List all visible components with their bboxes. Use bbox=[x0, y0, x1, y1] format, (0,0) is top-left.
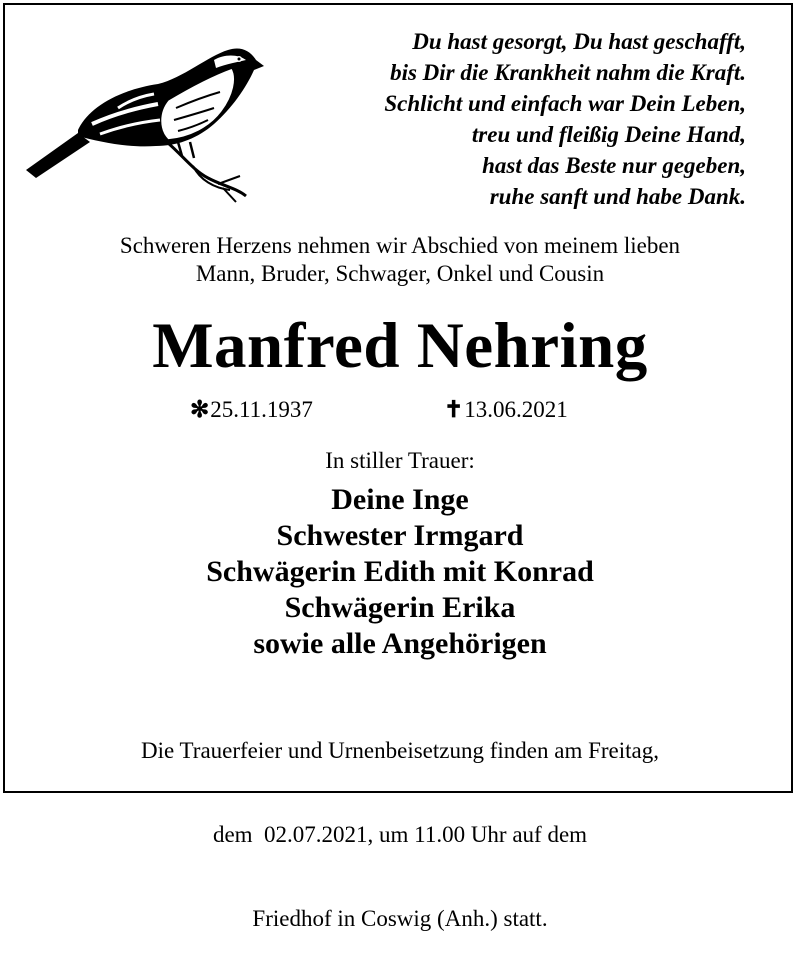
poem-line: hast das Beste nur gegeben, bbox=[482, 153, 746, 178]
intro-line: Mann, Bruder, Schwager, Onkel und Cousin bbox=[195, 261, 605, 286]
poem-line: treu und fleißig Deine Hand, bbox=[471, 122, 746, 147]
death-date-value: 13.06.2021 bbox=[464, 397, 568, 422]
birth-star-icon: ✻ bbox=[190, 397, 210, 422]
death-date bbox=[444, 396, 568, 424]
service-line: Friedhof in Coswig (Anh.) statt. bbox=[252, 906, 548, 931]
mourner: Schwester Irmgard bbox=[276, 519, 524, 552]
poem bbox=[266, 26, 746, 212]
poem-line: ruhe sanft und habe Dank. bbox=[489, 184, 746, 209]
poem-line: bis Dir die Krankheit nahm die Kraft. bbox=[390, 60, 746, 85]
intro-line: Schweren Herzens nehmen wir Abschied von meinem lieben bbox=[119, 233, 681, 258]
mourner: Deine Inge bbox=[331, 483, 469, 516]
mourners-list bbox=[0, 482, 800, 662]
farewell-intro bbox=[0, 232, 800, 288]
service-announcement bbox=[0, 681, 800, 961]
service-line: Die Trauerfeier und Urnenbeisetzung finden am Freitag, bbox=[141, 738, 659, 763]
poem-line: Schlicht und einfach war Dein Leben, bbox=[384, 91, 746, 116]
bird-on-branch-icon bbox=[18, 38, 268, 203]
birth-date-value: 25.11.1937 bbox=[210, 397, 313, 422]
mourner: Schwägerin Erika bbox=[284, 591, 516, 624]
mourning-label: In stiller Trauer: bbox=[325, 448, 475, 473]
poem-line: Du hast gesorgt, Du hast geschafft, bbox=[412, 29, 746, 54]
birth-date bbox=[190, 396, 313, 424]
cross-icon: ✝ bbox=[444, 397, 464, 422]
service-line: dem 02.07.2021, um 11.00 Uhr auf dem bbox=[212, 822, 588, 847]
mourner: sowie alle Angehörigen bbox=[253, 627, 547, 660]
deceased-name: Manfred Nehring bbox=[152, 310, 648, 382]
mourner: Schwägerin Edith mit Konrad bbox=[206, 555, 594, 588]
